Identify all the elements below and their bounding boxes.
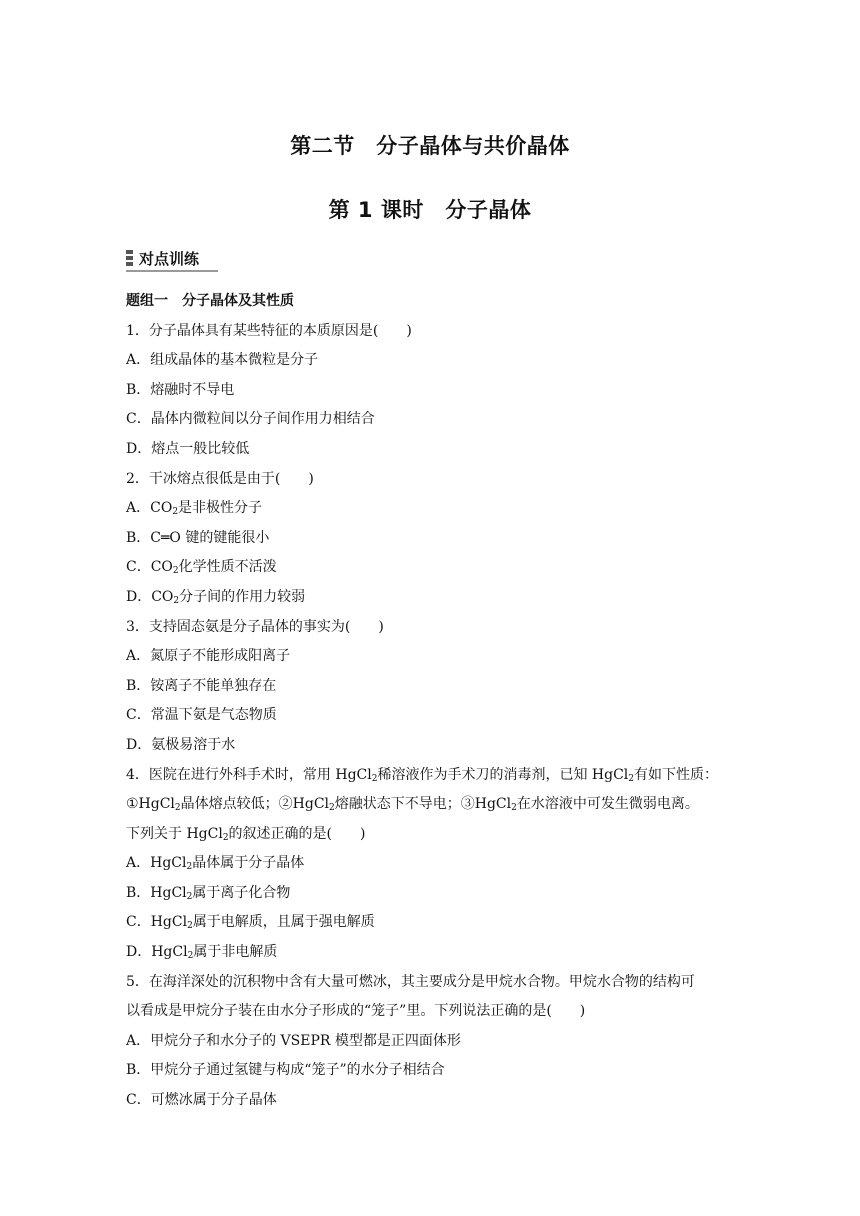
- subscript: 2: [186, 862, 193, 873]
- text: 晶体属于分子晶体: [192, 855, 305, 872]
- lesson-title: 第 1 课时 分子晶体: [328, 198, 532, 222]
- text: 属于电解质，且属于强电解质: [192, 914, 375, 931]
- question-2-stem: 2．干冰熔点很低是由于( ): [126, 470, 314, 487]
- text: 在水溶液中可发生微弱电离。: [516, 796, 699, 813]
- text: C．CO: [126, 559, 173, 576]
- subscript: 2: [172, 507, 179, 518]
- question-4-option-b: [126, 879, 746, 909]
- question-5-option-a: A．甲烷分子和水分子的 VSEPR 模型都是正四面体形: [126, 1032, 461, 1049]
- question-2-option-d: [126, 583, 746, 613]
- text: 下列关于 HgCl: [126, 825, 223, 842]
- text: 分子间的作用力较弱: [179, 588, 306, 605]
- question-list: [126, 287, 746, 1116]
- question-1-stem: 1．分子晶体具有某些特征的本质原因是( ): [126, 322, 412, 339]
- question-1-option-a: A．组成晶体的基本微粒是分子: [126, 352, 319, 369]
- subscript: 2: [222, 832, 229, 843]
- question-1-option-b: B．熔融时不导电: [126, 381, 235, 398]
- question-5-option-b: B．甲烷分子通过氢键与构成“笼子”的水分子相结合: [126, 1062, 445, 1079]
- text: 化学性质不活泼: [178, 559, 277, 576]
- question-2-option-c: [126, 553, 746, 583]
- question-1-option-c: C．晶体内微粒间以分子间作用力相结合: [126, 411, 375, 428]
- group-title: 题组一 分子晶体及其性质: [126, 293, 294, 309]
- page-title: 第二节 分子晶体与共价晶体: [290, 134, 570, 158]
- text: A．HgCl: [126, 855, 187, 872]
- text: D．CO: [126, 588, 174, 605]
- question-4-option-a: [126, 849, 746, 879]
- question-2-option-a: [126, 494, 746, 524]
- text: 4．医院在进行外科手术时，常用 HgCl: [126, 766, 372, 783]
- question-3-stem: 3．支持固态氨是分子晶体的事实为( ): [126, 618, 384, 635]
- question-5-stem-line-1: 5．在海洋深处的沉积物中含有大量可燃冰，其主要成分是甲烷水合物。甲烷水合物的结构可: [126, 973, 695, 990]
- text: 熔融状态下不导电；③HgCl: [334, 796, 512, 813]
- subscript: 2: [174, 803, 181, 814]
- question-3-option-c: C．常温下氨是气态物质: [126, 707, 277, 724]
- text: B．HgCl: [126, 884, 187, 901]
- subscript: 2: [173, 595, 180, 606]
- question-4-stem-line-3: [126, 820, 746, 850]
- text: C．HgCl: [126, 914, 188, 931]
- question-4-stem-line-2: [126, 790, 746, 820]
- text: 有如下性质：: [634, 766, 718, 783]
- section-label: 对点训练: [139, 249, 200, 268]
- subscript: 2: [628, 773, 634, 784]
- subscript: 2: [186, 891, 193, 902]
- question-2-option-b: B．C═O 键的键能很小: [126, 529, 270, 546]
- question-4-option-d: [126, 938, 746, 968]
- text: 是非极性分子: [178, 500, 263, 517]
- subscript: 2: [329, 803, 335, 814]
- text: 稀溶液作为手术刀的消毒剂，已知 HgCl: [377, 766, 629, 783]
- text: 晶体熔点较低；②HgCl: [180, 796, 330, 813]
- question-3-option-a: A．氮原子不能形成阳离子: [126, 648, 291, 665]
- section-tag: [126, 246, 199, 270]
- question-4-option-c: [126, 908, 746, 938]
- question-3-option-d: D．氨极易溶于水: [126, 736, 236, 753]
- subscript: 2: [511, 803, 517, 814]
- question-3-option-b: B．铵离子不能单独存在: [126, 677, 277, 694]
- subscript: 2: [172, 566, 179, 577]
- section-underline: [126, 270, 218, 272]
- text: 属于离子化合物: [192, 884, 291, 901]
- question-1-option-d: D．熔点一般比较低: [126, 440, 250, 457]
- subscript: 2: [187, 951, 194, 962]
- text: 属于非电解质: [193, 944, 278, 961]
- section-bar-icon: [126, 250, 133, 266]
- subscript: 2: [371, 773, 378, 784]
- text: D．HgCl: [126, 944, 188, 961]
- text: ①HgCl: [126, 796, 175, 813]
- text: 的叙述正确的是( ): [228, 825, 366, 842]
- question-5-option-c: C．可燃冰属于分子晶体: [126, 1092, 277, 1109]
- text: A．CO: [126, 500, 173, 517]
- question-4-stem-line-1: [126, 761, 746, 791]
- question-5-stem-line-2: 以看成是甲烷分子装在由水分子形成的“笼子”里。下列说法正确的是( ): [126, 1003, 586, 1020]
- subscript: 2: [187, 921, 193, 932]
